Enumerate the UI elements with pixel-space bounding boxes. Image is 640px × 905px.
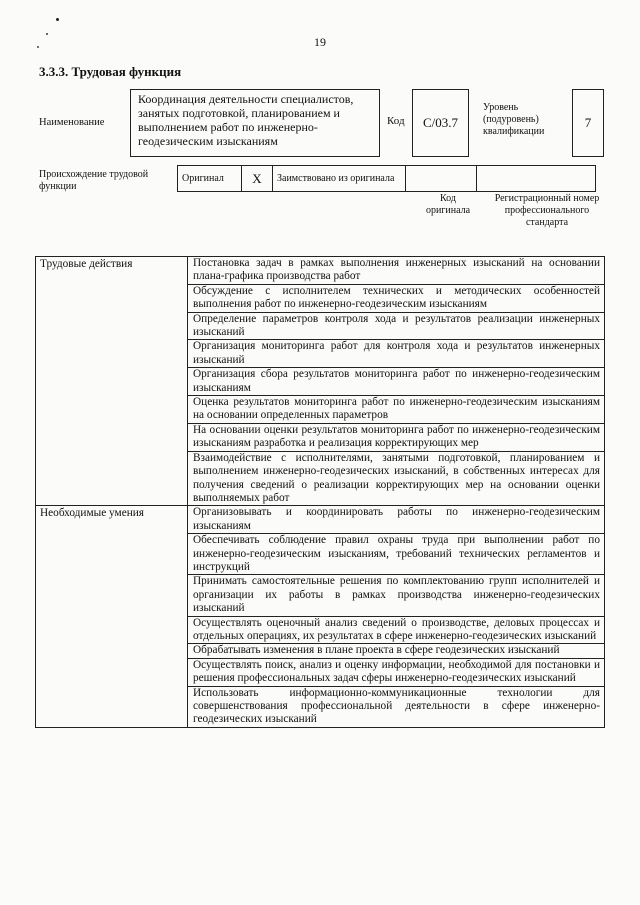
registration-number-cell	[477, 166, 596, 192]
table-row	[36, 506, 605, 534]
borrowed-label: Заимствовано из оригинала	[277, 173, 395, 184]
section-title-actions: Трудовые действия	[36, 257, 188, 506]
original-mark-cell	[242, 166, 273, 192]
origin-table	[177, 165, 596, 192]
list-item: Определение параметров контроля хода и результатов реализации инженерных изысканий	[188, 312, 605, 340]
level-label: Уровень (подуровень) квалификации	[483, 102, 545, 137]
list-item: Обеспечивать соблюдение правил охраны труда при выполнении работ по инженерно-геодезическим изысканиям, требований технических регламентов и инструкций	[188, 534, 605, 575]
section-title-skills: Необходимые умения	[36, 506, 188, 728]
list-item: Организовывать и координировать работы по инженерно-геодезическим изысканиям	[188, 506, 605, 534]
list-item: Осуществлять оценочный анализ сведений о производстве, деловых процессах и отдельных операциях, их результатах в сфере инженерно-геодезических изысканий	[188, 616, 605, 644]
original-label: Оригинал	[182, 173, 224, 184]
original-mark: X	[252, 171, 262, 186]
borrowed-cell	[273, 166, 406, 192]
list-item: Обсуждение с исполнителем технических и методических особенностей выполнения работ по инженерно-геодезическим изысканиям	[188, 284, 605, 312]
list-item: Взаимодействие с исполнителями, занятыми подготовкой, планированием и выполнением инженерно-геодезических изысканий, в собственных интересах для получения сведений о реализации корректирующих мер на основании оценки выполняемых работ	[188, 451, 605, 506]
function-name-box: Координация деятельности специалистов, занятых подготовкой, планированием и выполнением работ по инженерно-геодезическим изысканиям	[130, 89, 380, 157]
scan-speck	[56, 18, 59, 21]
code-value-box: С/03.7	[412, 89, 469, 157]
code-caption: Код оригинала	[425, 193, 471, 216]
list-item: Организация сбора результатов мониторинга работ по инженерно-геодезическим изысканиям	[188, 368, 605, 396]
list-item: Принимать самостоятельные решения по комплектованию групп исполнителей и организации их работы в рамках производства инженерно-геодезических изысканий	[188, 575, 605, 616]
section-title: 3.3.3. Трудовая функция	[39, 64, 182, 79]
reg-caption: Регистрационный номер профессионального стандарта	[494, 193, 600, 228]
list-item: Организация мониторинга работ для контроля хода и результатов инженерных изысканий	[188, 340, 605, 368]
list-item: На основании оценки результатов мониторинга работ по инженерно-геодезическим изысканиям разработка и реализация корректирующих мер	[188, 423, 605, 451]
main-table	[35, 256, 605, 728]
list-item: Обрабатывать изменения в плане проекта в сфере геодезических изысканий	[188, 644, 605, 658]
table-row	[36, 257, 605, 285]
list-item: Осуществлять поиск, анализ и оценку информации, необходимой для постановки и решения профессиональных задач сферы инженерно-геодезических изысканий	[188, 658, 605, 686]
page-number: 19	[314, 35, 326, 49]
origin-label: Происхождение трудовой функции	[39, 169, 149, 192]
level-value-box: 7	[572, 89, 604, 157]
name-label: Наименование	[39, 117, 105, 128]
original-code-cell	[406, 166, 477, 192]
list-item: Оценка результатов мониторинга работ по инженерно-геодезическим изысканиям на основании определенных параметров	[188, 396, 605, 424]
code-label: Код	[387, 115, 405, 127]
list-item: Использовать информационно-коммуникационные технологии для совершенствования профессиональной деятельности в сфере инженерно-геодезических изысканий	[188, 686, 605, 727]
original-cell	[178, 166, 242, 192]
list-item: Постановка задач в рамках выполнения инженерных изысканий на основании плана-графика производства работ	[188, 257, 605, 285]
